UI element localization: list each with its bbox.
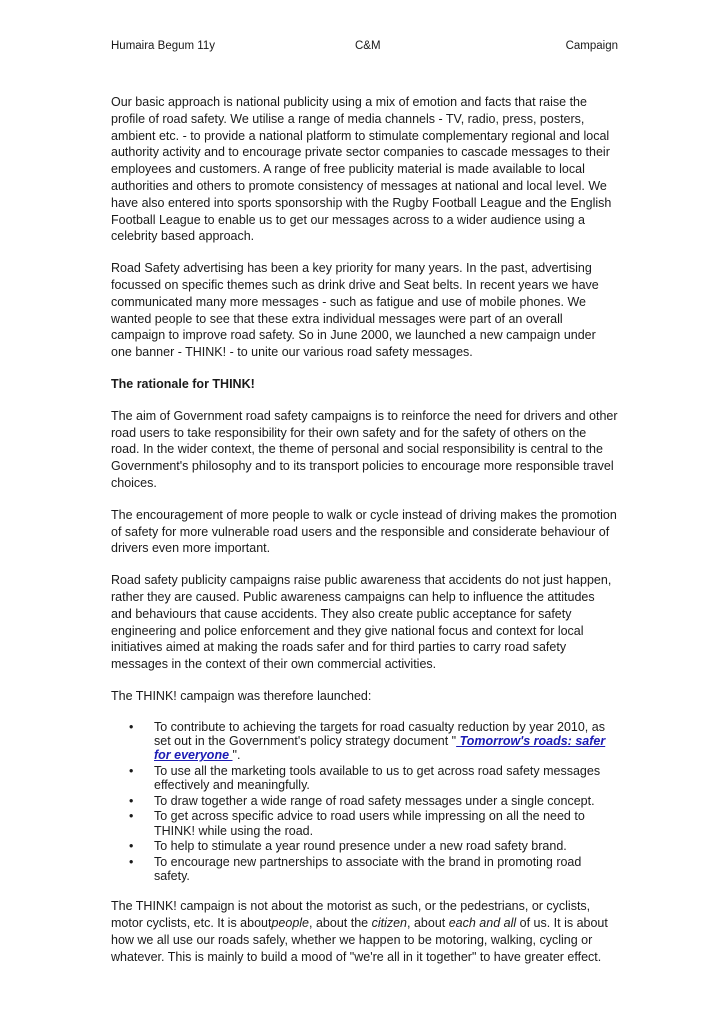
paragraph-publicity: Road safety publicity campaigns raise public awareness that accidents do not just happen, rather they are caused. Public awareness campaigns can help to influence the attitudes and behaviours that cause accidents. They also create public acceptance for safety engineering and police enforcement and they give national focus and context for local initiatives aimed at making the roads safer and for third parties to carry road safety messages in the context of their own commercial activities. xyxy=(111,573,612,672)
bullet-text: To use all the marketing tools available to us to get across road safety messages effectively and meaningfully. xyxy=(154,763,601,793)
paragraph-launched: The THINK! campaign was therefore launched: xyxy=(111,688,372,703)
header-author: Humaira Begum 11y xyxy=(111,40,215,52)
bullet-icon: • xyxy=(129,793,134,808)
bullet-icon: • xyxy=(129,839,134,854)
closing-emphasis-each-and-all: each and all xyxy=(448,916,517,931)
bullet-icon: • xyxy=(129,719,134,734)
header-subject: C&M xyxy=(355,40,381,52)
bullet-text: To get across specific advice to road users while impressing on all the need to THINK! while using the road. xyxy=(154,809,585,838)
list-item xyxy=(111,839,618,853)
objectives-list xyxy=(111,720,618,884)
header-topic: Campaign xyxy=(565,40,618,52)
bullet-text-end: ". xyxy=(232,748,241,763)
list-item xyxy=(111,794,618,808)
closing-text: The THINK! campaign is not about the motorist as such, or the pedestrians, or cyclists, motor cyclists, etc. It is about xyxy=(111,899,591,931)
document-page xyxy=(111,40,618,981)
list-item xyxy=(111,720,618,763)
bullet-icon: • xyxy=(129,809,134,824)
paragraph-closing xyxy=(111,898,618,965)
section-heading: The rationale for THINK! xyxy=(111,376,255,391)
closing-text: , about the xyxy=(309,916,372,931)
list-item xyxy=(111,809,618,837)
bullet-text: To encourage new partnerships to associate with the brand in promoting road safety. xyxy=(154,855,582,884)
closing-text: , about xyxy=(407,916,449,931)
list-item xyxy=(111,855,618,883)
paragraph-encouragement: The encouragement of more people to walk or cycle instead of driving makes the promotion of safety for more vulnerable road users and the responsible and considerate behaviour of drivers even more important. xyxy=(111,507,617,556)
document-body xyxy=(111,94,618,966)
paragraph-approach: Our basic approach is national publicity using a mix of emotion and facts that raise the profile of road safety. We utilise a range of media channels - TV, radio, press, posters, ambient etc. - to provide a national platform to stimulate complementary regional and local authority activity and to encourage private sector companies to cascade messages to their employees and customers. A range of free publicity material is made available to local authorities and others to promote consistency of messages at national and local level. We have also entered into sports sponsorship with the Rugby Football League and the English Football League to enable us to get our messages across to a wider audience using a celebrity based approach. xyxy=(111,95,612,244)
bullet-icon: • xyxy=(129,763,134,778)
bullet-text: To help to stimulate a year round presence under a new road safety brand. xyxy=(154,839,567,854)
page-header xyxy=(111,40,618,56)
paragraph-advertising: Road Safety advertising has been a key priority for many years. In the past, advertising focussed on specific themes such as drink drive and Seat belts. In recent years we have communicated many more messages - such as fatigue and use of mobile phones. We wanted people to see that these extra individual messages were part of an overall campaign to improve road safety. So in June 2000, we launched a new campaign under one banner - THINK! - to unite our various road safety messages. xyxy=(111,261,599,360)
bullet-icon: • xyxy=(129,855,134,870)
bullet-text: To contribute to achieving the targets for road casualty reduction by year 2010, as set out in the Government's policy strategy document " xyxy=(154,719,605,748)
strategy-document-link[interactable]: Tomorrow's roads: safer for everyone xyxy=(154,733,606,763)
closing-emphasis-people: people xyxy=(271,916,310,931)
list-item xyxy=(111,764,618,792)
closing-text: of us. It is about how we all use our roads safely, whether we happen to be motoring, walking, cycling or whatever. This is mainly to build a mood of "we're all in it together" to have greater effect. xyxy=(111,916,608,964)
paragraph-aim: The aim of Government road safety campaigns is to reinforce the need for drivers and other road users to take responsibility for their own safety and for the safety of others on the road. In the wider context, the theme of personal and social responsibility is central to the Government's philosophy and to its transport policies to encourage more responsible travel choices. xyxy=(111,408,618,490)
bullet-text: To draw together a wide range of road safety messages under a single concept. xyxy=(154,793,595,808)
closing-emphasis-citizen: citizen xyxy=(371,916,408,931)
